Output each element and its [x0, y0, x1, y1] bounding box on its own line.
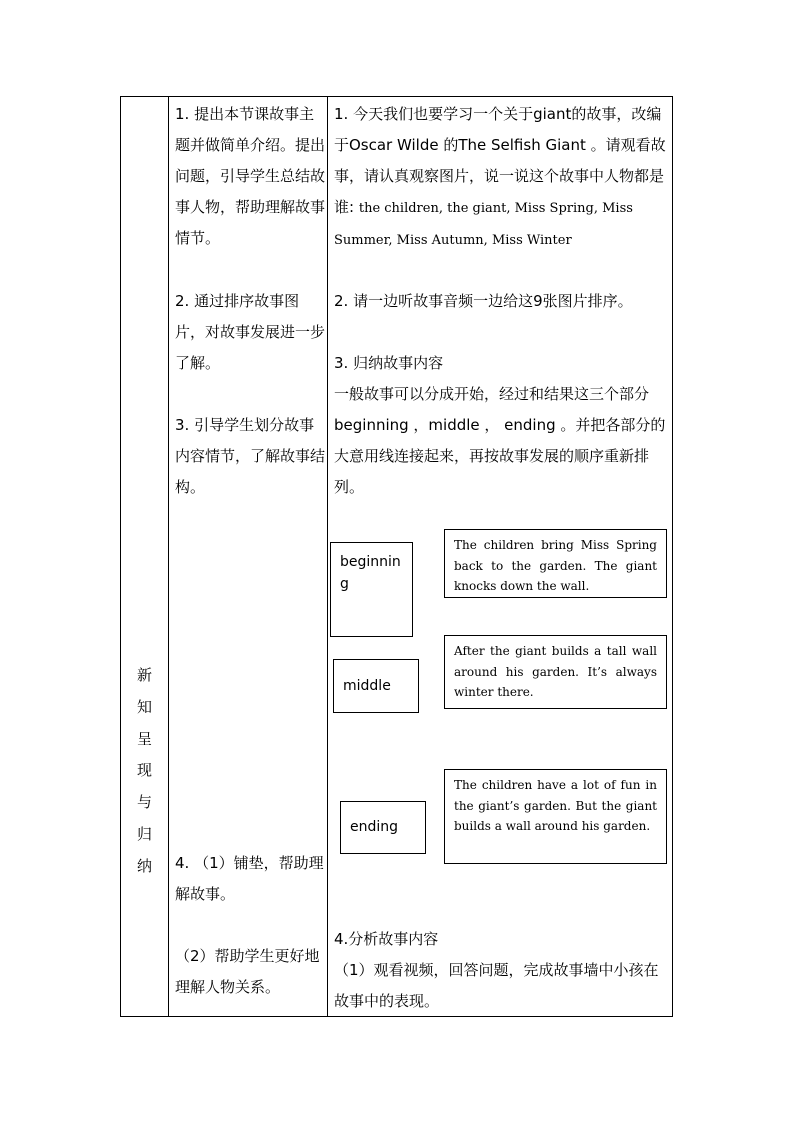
step-4: 4. （1）铺垫，帮助理解故事。: [175, 854, 324, 903]
activity-4-title: 4.分析故事内容: [334, 930, 439, 948]
step-3: 3. 引导学生划分故事内容情节，了解故事结构。: [175, 416, 326, 496]
label-middle: middle: [333, 659, 419, 713]
column-divider: [168, 97, 169, 1016]
step-4-2: （2）帮助学生更好地理解人物关系。: [175, 947, 320, 996]
description-box-2: After the giant builds a tall wall around his garden. It’s always winter there.: [444, 635, 667, 709]
label-beginning: beginning: [330, 542, 413, 637]
activity-4: [334, 924, 666, 1017]
label-ending: ending: [340, 801, 426, 854]
activity-3-title: 3. 归纳故事内容: [334, 354, 444, 372]
description-box-1: The children bring Miss Spring back to the garden. The giant knocks down the wall.: [444, 529, 667, 598]
activity-1: [334, 99, 666, 256]
activity-4-body: （1）观看视频，回答问题，完成故事墙中小孩在故事中的表现。: [334, 961, 659, 1010]
activity-1-text: 1. 今天我们也要学习一个关于giant的故事，改编于Oscar Wilde 的The Selfish Giant 。请观看故事，请认真观察图片，说一说这个故事中人物都是谁:: [334, 105, 666, 216]
activity-3: [334, 348, 666, 503]
column-divider: [327, 97, 328, 1016]
lesson-table: [120, 96, 673, 1017]
description-box-3: The children have a lot of fun in the giant’s garden. But the giant builds a wall around his garden.: [444, 769, 667, 864]
step-2: 2. 通过排序故事图片，对故事发展进一步了解。: [175, 292, 326, 372]
section-label: 新 知 呈 现 与 归 纳: [136, 666, 152, 875]
activity-2: 2. 请一边听故事音频一边给这9张图片排序。: [334, 292, 633, 310]
step-1: 1. 提出本节课故事主题并做简单介绍。提出问题，引导学生总结故事人物，帮助理解故事情节。: [175, 105, 326, 247]
character-list: the children, the giant, Miss Spring, Miss Summer, Miss Autumn, Miss Winter: [334, 201, 633, 248]
activity-3-body: 一般故事可以分成开始，经过和结果这三个部分beginning ，middle ， ending 。并把各部分的大意用线连接起来，再按故事发展的顺序重新排列。: [334, 385, 666, 496]
